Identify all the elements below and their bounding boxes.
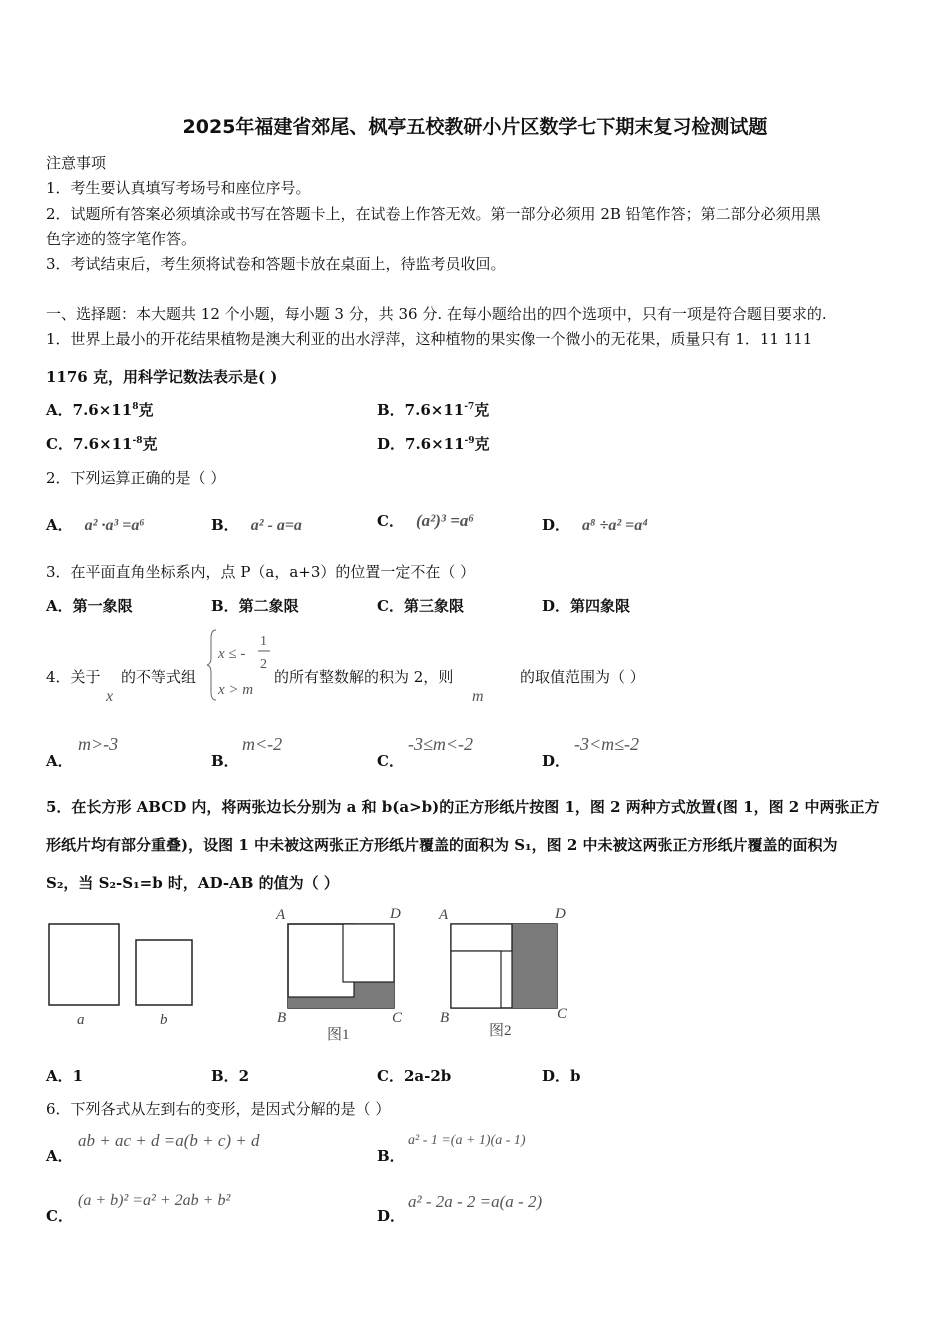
fig2-square-a-top [451,924,512,951]
q4-sys-line2: x > m [218,682,254,698]
q2-d-math: a⁸ ÷a² =a⁴ [582,517,648,534]
q2-b-math: a² - a=a [250,517,302,534]
q5-option-c[interactable]: C．2a-2b [377,1067,452,1085]
fig1-square-b [343,924,394,982]
question-1-stem-cont: 1176 克，用科学记数法表示是( ) [46,368,278,386]
question-4-post: 的所有整数解的积为 2，则 [274,668,454,686]
q6-b-math: a² - 1 =(a + 1)(a - 1) [408,1133,526,1148]
q6-d-math: a² - 2a - 2 =a(a - 2) [408,1192,543,1211]
q4-option-d[interactable]: D． [542,752,571,770]
q6-c-math: (a + b)² =a² + 2ab + b² [78,1192,231,1209]
question-1-stem: 1．世界上最小的开花结果植物是澳大利亚的出水浮萍，这种植物的果实像一个微小的无花果，质量只有 1．11 111 [46,330,813,348]
q4-c-math: -3≤m<-2 [408,734,474,754]
q5-figures [40,900,580,1050]
q2-option-b[interactable]: B． a² - a=a [211,516,302,534]
q2-option-a[interactable]: A． a² ·a³ =a⁶ [46,516,145,534]
q6-option-a[interactable]: A． [46,1147,73,1165]
q4-option-c[interactable]: C． [377,752,404,770]
q1-option-b[interactable]: B．$7.6\times 11^{-7}$克 [377,401,490,419]
q6-option-c[interactable]: C． [46,1207,73,1225]
notice-item: 色字迹的签字笔作答。 [46,230,197,248]
fig1-label-A: A [276,907,286,923]
notice-item: 2．试题所有答案必须填涂或书写在答题卡上，在试卷上作答无效。第一部分必须用 2B 铅笔作答；第二部分必须用黑 [46,205,821,223]
square-a [49,924,119,1005]
fig2-label-A: A [439,907,449,923]
notice-item: 1．考生要认真填写考场号和座位序号。 [46,179,311,197]
question-2-stem: 2．下列运算正确的是（ ） [46,469,226,487]
question-5-stem-cont: 形纸片均有部分重叠)，设图 1 中未被这两张正方形纸片覆盖的面积为 S₁，图 2 中未被这两张正方形纸片覆盖的面积为 [46,836,838,854]
q6-option-b[interactable]: B． [377,1147,405,1165]
fig2-label-B: B [440,1010,450,1026]
q4-sys-line1: x ≤ - [218,646,246,662]
q2-c-math: (a²)³ =a⁶ [415,511,475,530]
q1-option-a[interactable]: A．$7.6\times 11^8$克 [46,401,154,419]
q3-option-c[interactable]: C．第三象限 [377,597,464,615]
q5-option-b[interactable]: B．2 [211,1067,250,1085]
q4-a-math: m>-3 [78,734,119,754]
fig1-shade-corner [354,982,394,1008]
fig2-caption: 图2 [489,1023,512,1039]
q1-option-d[interactable]: D．$7.6\times 11^{-9}$克 [377,435,490,453]
question-4-pre: 4．关于 [46,668,101,686]
q4-var-m: m [472,688,484,705]
fig2-square-b [451,951,501,1008]
fig1-label-D: D [390,906,401,922]
q4-b-math: m<-2 [242,734,283,754]
label-a: a [77,1012,85,1028]
q3-option-d[interactable]: D．第四象限 [542,597,631,615]
q5-option-a[interactable]: A．1 [46,1067,84,1085]
q4-option-b[interactable]: B． [211,752,239,770]
question-3-stem: 3．在平面直角坐标系内，点 P（a，a+3）的位置一定不在（ ） [46,563,476,581]
fig1-label-C: C [392,1010,403,1026]
question-4-mid: 的不等式组 [121,668,197,686]
fig2-shade-right [512,924,557,1008]
fig1-shade-bottom [288,997,354,1008]
square-b [136,940,192,1005]
q4-var-x: x [106,688,114,705]
q5-option-d[interactable]: D．b [542,1067,581,1085]
notice-heading: 注意事项 [46,154,107,172]
question-6-stem: 6．下列各式从左到右的变形，是因式分解的是（ ） [46,1100,391,1118]
fig1-label-B: B [277,1010,287,1026]
q4-frac-den: 2 [260,657,267,672]
question-5-stem: 5．在长方形 ABCD 内，将两张边长分别为 a 和 b(a>b)的正方形纸片按图 1，图 2 两种方式放置(图 1，图 2 中两张正方 [46,798,880,816]
fig2-label-D: D [555,906,566,922]
q2-option-c[interactable]: C． (a²)³ =a⁶ [377,511,475,530]
page-title: 2025年福建省郊尾、枫亭五校教研小片区数学七下期末复习检测试题 [182,116,768,138]
question-5-stem-cont: S₂，当 S₂-S₁=b 时，AD-AB 的值为（ ） [46,874,339,892]
fig1-caption: 图1 [327,1027,350,1043]
q6-a-math: ab + ac + d =a(b + c) + d [78,1131,260,1150]
label-b: b [160,1012,168,1028]
question-4-end: 的取值范围为（ ） [520,668,645,686]
q2-option-d[interactable]: D． a⁸ ÷a² =a⁴ [542,516,648,534]
q2-a-math: a² ·a³ =a⁶ [84,517,145,534]
q4-d-math: -3<m≤-2 [574,734,640,754]
section-heading: 一、选择题：本大题共 12 个小题，每小题 3 分，共 36 分. 在每小题给出的四个选项中，只有一项是符合题目要求的. [46,305,827,323]
q6-option-d[interactable]: D． [377,1207,406,1225]
q3-option-a[interactable]: A．第一象限 [46,597,133,615]
notice-item: 3．考试结束后，考生须将试卷和答题卡放在桌面上，待监考员收回。 [46,255,506,273]
q4-inequality-system [206,626,276,704]
q3-option-b[interactable]: B．第二象限 [211,597,299,615]
q1-option-c[interactable]: C．$7.6\times 11^{-8}$克 [46,435,158,453]
q4-frac-num: 1 [260,634,267,649]
fig2-label-C: C [557,1006,568,1022]
q4-option-a[interactable]: A． [46,752,73,770]
